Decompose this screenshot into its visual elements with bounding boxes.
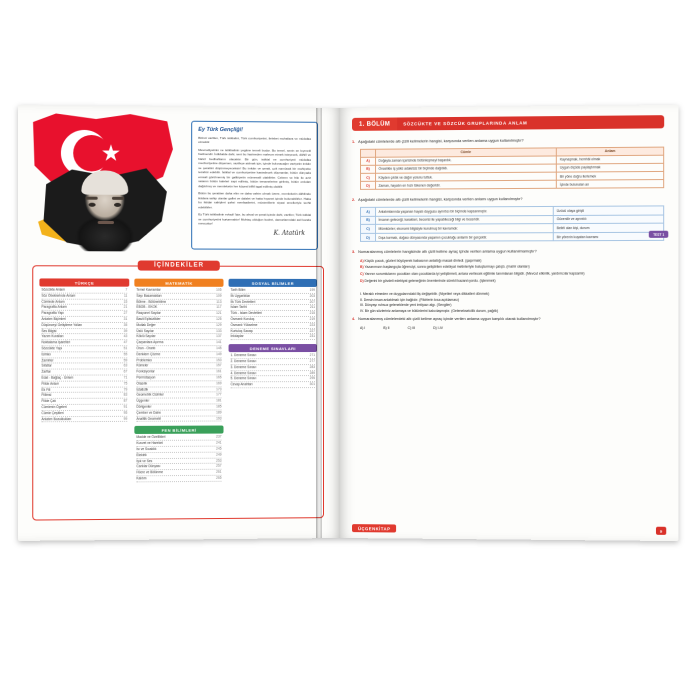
toc-entry-page: 59 — [123, 357, 128, 362]
question-1 — [352, 137, 664, 190]
toc-entry-name: Problemler — [136, 357, 153, 362]
question-number: 3. — [351, 250, 356, 255]
toc-entry-page: 35 — [123, 322, 128, 327]
toc-entry-page: 207 — [309, 299, 315, 304]
toc-entry-name: EBOB - EKOK — [136, 305, 158, 310]
toc-entry-name: Cevap Anahtarı — [230, 382, 253, 387]
roman-line: III. Dünyayı ruhsuz geleneklerde yeni imtiyazı algı. (Sevgiler) — [360, 303, 452, 308]
ataturk-portrait — [61, 168, 149, 251]
toc-entry-name: Geometrik Cisimler — [136, 392, 164, 397]
option-sentence: Zaman, hayatın en hızlı tükenen değeridir. — [376, 180, 557, 189]
toc-section-heading: TÜRKÇE — [39, 278, 129, 286]
toc-entry-page: 125 — [216, 316, 222, 321]
toc-entry-page: 15 — [123, 299, 128, 304]
toc-entry-name: Isı ve Sıcaklık — [136, 446, 157, 452]
toc-entry-page: 83 — [123, 392, 128, 398]
toc-section-body — [229, 352, 317, 388]
toc-entry-name: Elektrik — [136, 452, 148, 457]
unit-label: 1. BÖLÜM — [352, 117, 397, 130]
toc-entry-name: Osmanlı Yükselme — [230, 322, 258, 327]
page-number: 9 — [656, 527, 667, 535]
toc-entry-page: 241 — [216, 440, 222, 445]
table-row[interactable] — [361, 180, 664, 190]
toc-entry-name: Basit Eşitsizlikler — [136, 316, 161, 321]
toc-entry-name: Yazım Kuralları — [41, 334, 64, 339]
toc-entry-page: 289 — [309, 370, 315, 375]
option-meaning: Uygun ölçüde paylaştırmak — [557, 163, 664, 172]
toc-entry-page: 7 — [125, 287, 128, 292]
option-sentence: Mümkünler; ekonomi bilgisiyle kurulmuş bir kavramdır. — [376, 224, 554, 233]
toc-entry-name: Çember ve Daire — [136, 410, 161, 415]
toc-entry[interactable] — [231, 382, 315, 388]
toc-entry[interactable] — [136, 476, 221, 482]
toc-entry-page: 55 — [123, 352, 128, 357]
toc-columns — [39, 278, 317, 513]
toc-entry-name: Dörtgenler — [136, 404, 152, 409]
option-sentence: Anlatımlarında yaşanan hayatı duygusu ayrıntısı bir biçimde kapsanmıştır. — [376, 206, 554, 215]
toc-entry-page: 203 — [309, 293, 315, 298]
option-sentence: İnsanın geleceği; karakteri, becerisi ile yapabileceği bilgi ve beceridir. — [376, 215, 554, 224]
toc-entry-page: 261 — [216, 469, 222, 474]
toc-entry-page: 91 — [123, 404, 128, 409]
table-of-contents — [32, 262, 324, 520]
toc-entry-page: 87 — [123, 398, 128, 403]
toc-entry-name: Fonksiyonlar — [136, 369, 155, 374]
toc-entry-name: Denklem Çözme — [136, 351, 161, 357]
option-meaning: Kaynaşmak, hemhâl olmak — [557, 155, 664, 164]
toc-entry-name: Fiilimsi — [41, 393, 52, 398]
toc-section-heading: MATEMATİK — [134, 279, 223, 287]
question-2-table — [360, 205, 664, 242]
toc-entry-name: Ek Fiil — [41, 387, 51, 392]
toc-entry-page: 257 — [216, 464, 222, 469]
toc-entry-page: 223 — [309, 322, 315, 327]
toc-entry-name: Sıfatlar — [41, 363, 52, 368]
book-right-page — [340, 105, 679, 541]
toc-entry-name: Paragrafta Anlam — [41, 305, 67, 310]
toc-entry-page: 71 — [123, 375, 128, 380]
option-meaning: Bir yörenin kuşatan kavramı — [554, 232, 664, 241]
question-number: 2. — [351, 198, 356, 203]
answer-choice[interactable]: A) I — [360, 325, 366, 330]
toc-entry-name: Tarih Bilimi — [230, 287, 247, 292]
toc-entry-page: 277 — [309, 359, 315, 364]
option-key: C) — [360, 271, 365, 276]
unit-header — [352, 115, 664, 131]
toc-entry-name: Kümeler — [136, 363, 149, 368]
option-key[interactable]: B) — [361, 216, 376, 225]
toc-entry-page: 295 — [309, 376, 315, 381]
toc-entry-name: Anlatım Biçimleri — [41, 316, 66, 321]
portrait-brow-left — [85, 197, 97, 200]
portrait-hair — [81, 170, 128, 195]
toc-entry-name: Canlılar Dünyası — [136, 464, 161, 469]
topic-label: SÖZCÜKTE VE SÖZCÜK GRUPLARINDA ANLAM — [397, 115, 664, 130]
toc-section — [134, 426, 223, 482]
book-left-page — [18, 105, 340, 541]
toc-entry-page: 141 — [216, 340, 222, 345]
toc-entry-page: 43 — [123, 334, 128, 339]
toc-entry-page: 237 — [216, 434, 222, 439]
toc-entry-page: 79 — [123, 387, 128, 392]
toc-entry-name: 3. Deneme Sınavı — [230, 364, 257, 369]
portrait-eye-right — [114, 203, 121, 207]
toc-entry-page: 21 — [123, 305, 128, 310]
toc-entry-name: Paragrafta Yapı — [41, 311, 65, 316]
table-header-blank — [361, 149, 376, 157]
toc-entry-page: 11 — [123, 293, 128, 298]
toc-entry-name: Olasılık — [136, 381, 148, 386]
question-3 — [352, 249, 664, 284]
toc-entry-page: 215 — [309, 311, 315, 316]
toc-entry-name: Sözcükte Anlam — [41, 287, 65, 292]
test-badge: TEST 1 — [649, 231, 668, 238]
toc-entry-name: Kalıtım — [136, 476, 147, 481]
toc-entry-page: 181 — [216, 398, 222, 403]
toc-entry-name: Düşünceyi Geliştirme Yolları — [41, 322, 83, 327]
answer-choice[interactable]: B) II — [383, 325, 390, 330]
speech-title: Ey Türk Gençliği! — [198, 126, 244, 134]
toc-entry-page: 39 — [123, 328, 128, 333]
toc-entry-name: Temel Kavramlar — [136, 287, 161, 292]
answer-choice[interactable]: D) I-IV — [433, 325, 444, 330]
toc-entry-name: Anlatım Bozuklukları — [41, 416, 72, 421]
toc-entry-name: İslam Tarihi — [230, 305, 247, 310]
toc-entry-page: 75 — [123, 381, 128, 386]
toc-entry-name: Oran - Orantı — [136, 346, 156, 351]
option-key[interactable]: C) — [361, 173, 376, 181]
toc-entry-page: 99 — [123, 416, 128, 421]
portrait-brow-right — [112, 197, 124, 200]
table-row[interactable] — [361, 232, 664, 242]
toc-section — [39, 278, 129, 422]
toc-column — [229, 279, 317, 512]
option-text: Değerini bir gövdeli edebiyat geleneğinin önemlerinde sürekli kazanılıyordu. (işlenmek) — [364, 278, 496, 283]
toc-entry-page: 231 — [309, 334, 315, 339]
speech-card — [191, 121, 318, 250]
toc-entry-name: İsimler — [41, 352, 52, 357]
toc-entry[interactable] — [41, 416, 127, 422]
toc-entry-name: Fiilde Anlam — [41, 381, 60, 386]
toc-section-body — [229, 287, 317, 340]
option-meaning: Belirli olan kişi, durum — [554, 223, 664, 232]
toc-entry-name: 4. Deneme Sınavı — [230, 370, 257, 375]
toc-entry-page: 185 — [216, 404, 222, 409]
question-1-table — [360, 146, 664, 190]
toc-entry-name: 1. Deneme Sınavı — [230, 353, 257, 358]
option-key[interactable]: D) — [361, 182, 376, 190]
toc-entry-name: Permütasyon — [136, 375, 156, 380]
toc-entry-name: Işık ve Ses — [136, 458, 153, 463]
toc-column — [134, 279, 223, 513]
option-key: D) — [360, 278, 365, 283]
toc-entry-name: Analitik Geometri — [136, 416, 162, 421]
toc-section — [229, 279, 317, 340]
question-4 — [352, 292, 664, 330]
toc-entry-page: 283 — [309, 364, 315, 369]
toc-entry-page: 157 — [216, 363, 222, 368]
toc-entry-name: Sayı Basamakları — [136, 293, 162, 298]
publisher-logo: ÜÇGENKİTAP — [352, 524, 396, 532]
toc-entry-name: Fiilde Çatı — [41, 399, 57, 404]
option-key[interactable]: A) — [361, 207, 376, 216]
toc-entry-page: 161 — [216, 369, 222, 374]
toc-entry-page: 105 — [216, 287, 222, 292]
question-text: Aşağıdaki cümlelerde altı çizili kelimelerin hangisi, karşısında verilen anlama uygun kullanılmıştır? — [358, 138, 524, 144]
option-key[interactable]: C) — [361, 224, 376, 233]
toc-entry-name: İlk Türk Devletleri — [230, 299, 256, 304]
option-item[interactable] — [360, 265, 664, 271]
toc-entry-page: 249 — [216, 452, 222, 457]
question-number: 1. — [351, 139, 356, 144]
option-meaning: İçinde bulunulan an — [557, 180, 664, 189]
toc-section-heading: FEN BİLİMLERİ — [134, 426, 223, 434]
toc-entry-name: Köklü Sayılar — [136, 334, 156, 339]
toc-entry-name: Mutlak Değer — [136, 322, 156, 327]
toc-entry-name: Hücre ve Bölünme — [136, 470, 164, 475]
toc-entry-page: 63 — [123, 363, 128, 368]
option-key[interactable]: B) — [361, 165, 376, 173]
toc-entry-name: Zamirler — [41, 357, 54, 363]
toc-section-body — [39, 287, 129, 423]
question-4-answers — [360, 326, 664, 330]
roman-line: I. Meraklı etmeden ve duygularındaki iliş değişebilir. (Niyetleri veya dikkatleri dönmek) — [360, 292, 490, 297]
toc-section — [134, 279, 223, 423]
toc-entry-page: 109 — [216, 293, 222, 298]
option-meaning: Üzücü olaya girişti — [554, 206, 664, 215]
option-sentence: Dışa kurmak, doğası dünyasında yaşamın çocukluğu anlamlı bir gerçektir. — [376, 232, 554, 241]
toc-entry-page: 193 — [216, 415, 222, 421]
question-text: Aşağıdaki cümlelerde altı çizili kelimelerin hangisi, karşısında verilen anlamı uygun kullanılmıştır? — [358, 197, 523, 203]
toc-section-heading: SOSYAL BİLİMLER — [229, 279, 317, 287]
option-text: Yazarımızın başlangıçta öğrenciyi, sonra geliştirilen edebiyat metinleriyle buluşturmayı çalıştı. (mahir olanları) — [364, 264, 530, 270]
toc-entry-name: İlk Uygarlıklar — [230, 293, 251, 298]
question-text: Numaralanmış cümlelerin hangisinde altı çizili kelime ayraç içinde verilen anlama uygun kullanılmamıştır? — [358, 249, 537, 255]
speech-paragraph: Bütün bu şeraitten daha elim ve daha vahim olmak üzere, memleketin dâhilinde iktidara sahip olanlar gaflet ve dalalet ve hatta hıyanet içinde bulunabilirler. Hatta bu iktidar sahipleri şahsi menfaatlerini, müstevlilerin siyasi emelleriyle tevhit edebilirler. — [198, 191, 311, 210]
speech-paragraph: Birinci vazifen, Türk istiklalini, Türk cumhuriyetini, ilelebet muhafaza ve müdafaa etmektir. — [198, 135, 311, 145]
toc-entry-page: 95 — [123, 410, 128, 415]
toc-entry-page: 169 — [216, 381, 222, 386]
toc-entry-name: Madde ve Özellikleri — [136, 435, 166, 440]
toc-entry-name: Üslü Sayılar — [136, 328, 154, 333]
option-text: Yarının sorumlularını çocukları olan çocuklarda iyi yetiştirmeli, anlara verilecek eğitimle tanımlanan bilgidir. (Mevcut etkinlik, yardımcılar kapsamlı) — [364, 271, 585, 276]
toc-entry-page: 165 — [216, 375, 222, 380]
toc-entry-name: 5. Deneme Sınavı — [230, 376, 257, 381]
toc-entry-name: Bölme - Bölünebilme — [136, 299, 167, 304]
toc-entry-page: 51 — [123, 346, 128, 351]
toc-column — [39, 278, 129, 513]
toc-section-heading: DENEME SINAVLARI — [229, 344, 317, 352]
toc-title: İÇİNDEKİLER — [138, 260, 220, 270]
option-key: A) — [360, 258, 365, 263]
toc-entry-page: 271 — [309, 353, 315, 358]
toc-entry-page: 199 — [309, 287, 315, 292]
toc-entry-page: 245 — [216, 446, 222, 451]
toc-entry-name: Kurtuluş Savaşı — [230, 328, 254, 333]
toc-entry-page: 129 — [216, 322, 222, 327]
toc-entry-page: 113 — [216, 299, 222, 304]
option-sentence: Doğayla zaman içerisinde bütünleşmeyi başardık. — [376, 156, 557, 165]
toc-entry-page: 301 — [309, 382, 315, 387]
toc-entry-name: Rasyonel Sayılar — [136, 311, 161, 316]
toc-entry-name: Ses Bilgisi — [41, 328, 57, 333]
toc-entry[interactable] — [231, 334, 315, 340]
option-meaning: Bir yöne doğru ilerlemek — [557, 171, 664, 180]
page-footer — [352, 524, 666, 535]
option-meaning: Güvenilir ve ayrıntılı — [554, 215, 664, 224]
book-spine — [316, 108, 322, 538]
answer-choice[interactable]: C) III — [407, 325, 416, 330]
toc-entry-name: İnkılaplar — [230, 334, 244, 339]
toc-section-body — [134, 434, 223, 482]
option-key[interactable]: D) — [361, 233, 376, 242]
toc-entry-name: Cümlenin Ögeleri — [41, 404, 67, 410]
toc-entry-page: 153 — [216, 357, 222, 362]
turkish-flag-artwork — [30, 111, 183, 253]
signature: K. Atatürk — [273, 229, 305, 237]
toc-section-body — [134, 287, 223, 423]
option-item[interactable] — [360, 278, 664, 284]
toc-entry-name: Üçgenler — [136, 398, 150, 403]
toc-entry-name: Cümlede Anlam — [41, 299, 65, 304]
toc-entry-page: 149 — [216, 351, 222, 356]
toc-entry-page: 137 — [216, 334, 222, 339]
toc-section — [229, 344, 317, 388]
toc-entry-page: 145 — [216, 346, 222, 351]
toc-entry-page: 219 — [309, 316, 315, 321]
toc-entry-name: Kuvvet ve Hareket — [136, 441, 163, 446]
toc-entry-name: Zarflar — [41, 369, 51, 374]
toc-entry-name: Osmanlı Kuruluş — [230, 316, 255, 321]
toc-entry-page: 189 — [216, 410, 222, 415]
toc-entry-page: 67 — [123, 369, 128, 374]
table-header-cumle: Cümle — [376, 147, 557, 157]
toc-entry-page: 121 — [216, 311, 222, 316]
portrait-mouth — [98, 221, 114, 224]
toc-entry-page: 227 — [309, 328, 315, 333]
toc-entry-page: 211 — [309, 305, 315, 310]
option-item[interactable] — [360, 258, 664, 264]
toc-entry-page: 173 — [216, 386, 222, 391]
toc-entry-name: Cümle Çeşitleri — [41, 410, 64, 415]
question-3-options — [360, 258, 664, 284]
option-key[interactable]: A) — [361, 157, 376, 165]
toc-entry-page: 253 — [216, 458, 222, 463]
toc-entry-name: 2. Deneme Sınavı — [230, 359, 257, 364]
toc-entry-page: 265 — [216, 475, 222, 480]
toc-entry-name: İstatistik — [136, 387, 149, 392]
toc-entry-page: 31 — [123, 316, 128, 321]
open-book — [22, 108, 678, 538]
toc-entry-page: 133 — [216, 328, 222, 333]
question-2 — [352, 197, 664, 243]
option-sentence: Öncelikle iş yükü adaletsiz bir biçimde dağıtıldı. — [376, 164, 557, 173]
speech-paragraph: Ey Türk istikbalinin evladı! İşte, bu ahval ve şerait içinde dahi, vazifen; Türk istiklal ve cumhuriyetini kurtarmaktır! Muhtaç olduğun kudret, damarlarındaki asil kanda mevcuttur! — [198, 212, 311, 226]
toc-entry-name: Noktalama İşaretleri — [41, 340, 71, 345]
toc-entry-page: 47 — [123, 340, 128, 345]
roman-line: II. Dersin insan anlatılmalı için bağlıdır. (Fikirlerin kısa açıklaması) — [360, 297, 459, 302]
question-number: 4. — [351, 316, 356, 321]
roman-line: IV. Bir gün sözleriniz anlamaya ve bütünlerini kalıcılaşmıştır. (Gelenekselcilik durum, pağıtlı) — [360, 308, 499, 313]
speech-paragraph: Mevcudiyetinin ve istikbalinin yegâne temeli budur. Bu temel, senin en kıymetli hazinendir. İstikbalde dahi, seni bu hazineden mahrum etmek isteyecek, dâhilî ve hâricî bedhahların olacaktır. Bir gün, istiklal ve cumhuriyeti müdafaa mecburiyetine düşersen, vazifeye atılmak için, içinde bulunacağın vaziyetin imkân ve şeraitini düşünmeyeceksin! Bu imkân ve şerait, çok namüsait bir mahiyette tezahür edebilir. İstiklal ve cumhuriyetine kastedecek düşmanlar, bütün dünyada emsali görülmemiş bir galibiyetin mümessili olabilirler. Cebren ve hile ile aziz vatanın bütün kaleleri zapt edilmiş, bütün tersanelerine girilmiş, bütün orduları dağıtılmış ve memleketin her köşesi bilfiil işgal edilmiş olabilir. — [198, 147, 311, 189]
toc-entry-name: Söz Öbeklerinde Anlam — [41, 293, 76, 298]
toc-entry-name: Çarpanlara Ayırma — [136, 340, 164, 345]
option-item[interactable] — [360, 271, 664, 277]
option-text: Küçük çocuk, gözleri büyüyerek babasının anlattığı masalı dinledi. (şaşırmak) — [364, 258, 482, 263]
portrait-eye-left — [89, 203, 96, 207]
toc-entry-page: 117 — [216, 305, 222, 310]
question-text: Numaralanmış cümlelerdeki altı çizili kelime ayraç içinde verilen anlama uygun karşılık olarak kullanılmıştır? — [358, 316, 541, 321]
toc-entry-name: Türk - İslam Devletleri — [230, 311, 262, 316]
option-sentence: Köyden çıktık ve dağın yolunu tuttuk. — [376, 172, 557, 181]
toc-entry-page: 27 — [123, 311, 128, 316]
table-header-anlam: Anlam — [557, 147, 664, 156]
toc-entry-name: Sözcükte Yapı — [41, 346, 63, 351]
toc-entry[interactable] — [136, 416, 221, 422]
toc-entry-name: Edat - Bağlaç - Ünlem — [41, 375, 74, 380]
question-4-roman-lines — [360, 292, 664, 314]
option-key: B) — [360, 265, 365, 270]
toc-entry-page: 177 — [216, 392, 222, 397]
